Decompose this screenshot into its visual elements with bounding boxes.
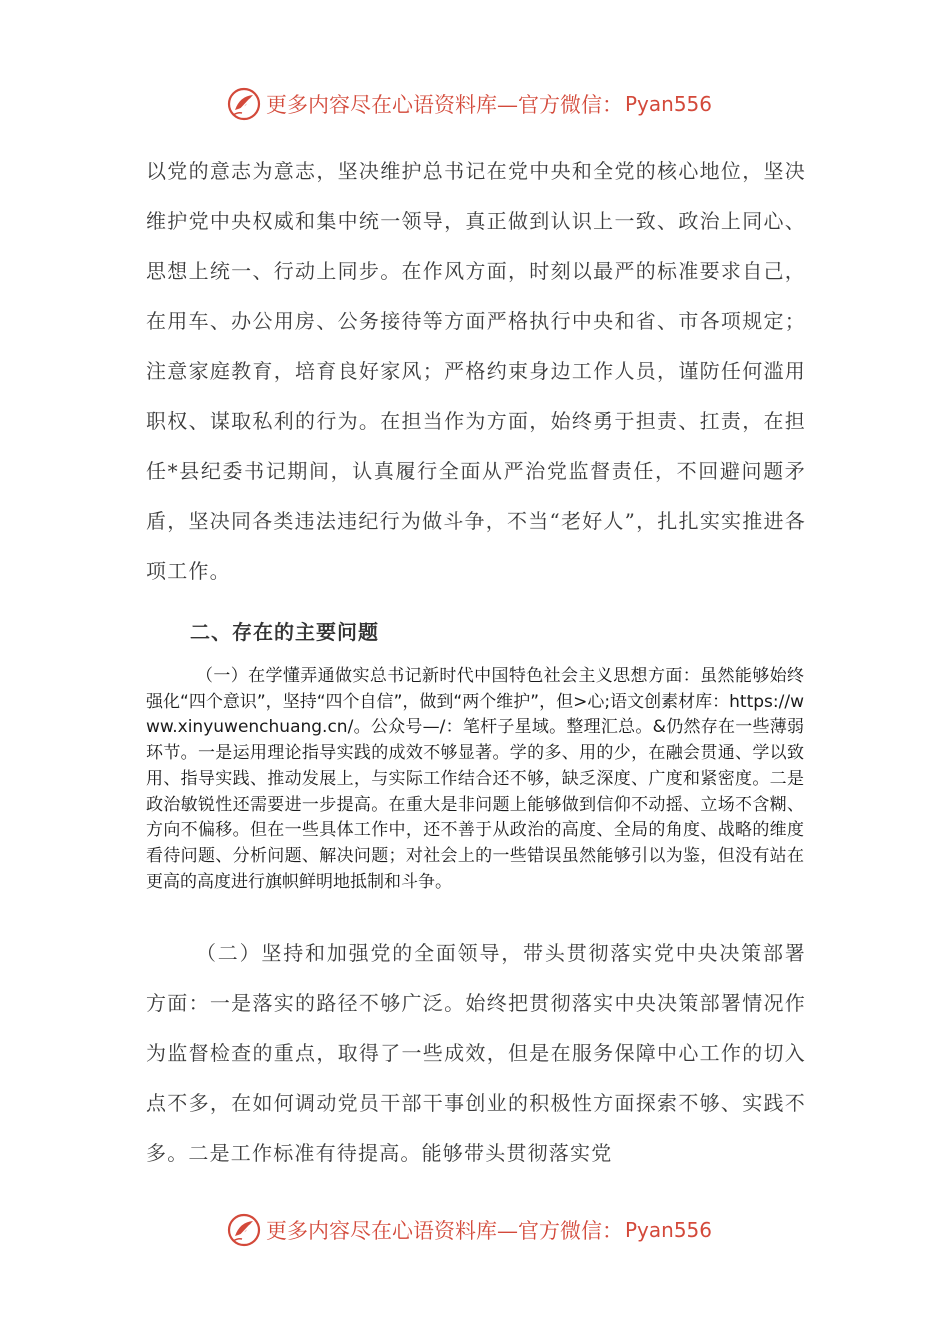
watermark-wechat-id: Pyan556 bbox=[625, 92, 713, 116]
body-paragraph-1: 以党的意志为意志，坚决维护总书记在党中央和全党的核心地位，坚决维护党中央权威和集中统一领导，真正做到认识上一致、政治上同心、思想上统一、行动上同步。在作风方面，时刻以最严的标准要求自己，在用车、办公用房、公务接待等方面严格执行中央和省、市各项规定；注意家庭教育，培育良好家风；严格约束身边工作人员，谨防任何滥用职权、谋取私利的行为。在担当作为方面，始终勇于担责、扛责，在担任*县纪委书记期间，认真履行全面从严治党监督责任，不回避问题矛盾，坚决同各类违法违纪行为做斗争，不当“老好人”，扎扎实实推进各项工作。 bbox=[146, 159, 806, 583]
header-watermark bbox=[226, 84, 746, 124]
body-paragraph-3: （二）坚持和加强党的全面领导，带头贯彻落实党中央决策部署方面：一是落实的路径不够广泛。始终把贯彻落实中央决策部署情况作为监督检查的重点，取得了一些成效，但是在服务保障中心工作的切入点不多，在如何调动党员干部干事创业的积极性方面探索不够、实践不多。二是工作标准有待提高。能够带头贯彻落实党 bbox=[146, 941, 806, 1165]
pen-logo-icon bbox=[226, 86, 262, 122]
body-paragraph-2: （一）在学懂弄通做实总书记新时代中国特色社会主义思想方面：虽然能够始终强化“四个意识”，坚持“四个自信”，做到“两个维护”，但>心;语文创素材库：https://www.xinyuwenchuang.cn/。公众号—/：笔杆子星域。整理汇总。&仍然存在一些薄弱环节。一是运用理论指导实践的成效不够显著。学的多、用的少，在融会贯通、学以致用、指导实践、推动发展上，与实际工作结合还不够，缺乏深度、广度和紧密度。二是政治敏锐性还需要进一步提高。在重大是非问题上能够做到信仰不动摇、立场不含糊、方向不偏移。但在一些具体工作中，还不善于从政治的高度、全局的角度、战略的维度看待问题、分析问题、解决问题；对社会上的一些错误虽然能够引以为鉴，但没有站在更高的高度进行旗帜鲜明地抵制和斗争。 bbox=[146, 666, 804, 892]
watermark-text: 更多内容尽在心语资料库—官方微信： bbox=[266, 93, 623, 117]
pen-logo-icon bbox=[226, 1212, 262, 1248]
watermark-text: 更多内容尽在心语资料库—官方微信： bbox=[266, 1219, 623, 1243]
watermark-wechat-id: Pyan556 bbox=[625, 1218, 713, 1242]
footer-watermark bbox=[226, 1210, 746, 1250]
section-heading: 二、存在的主要问题 bbox=[190, 620, 379, 644]
